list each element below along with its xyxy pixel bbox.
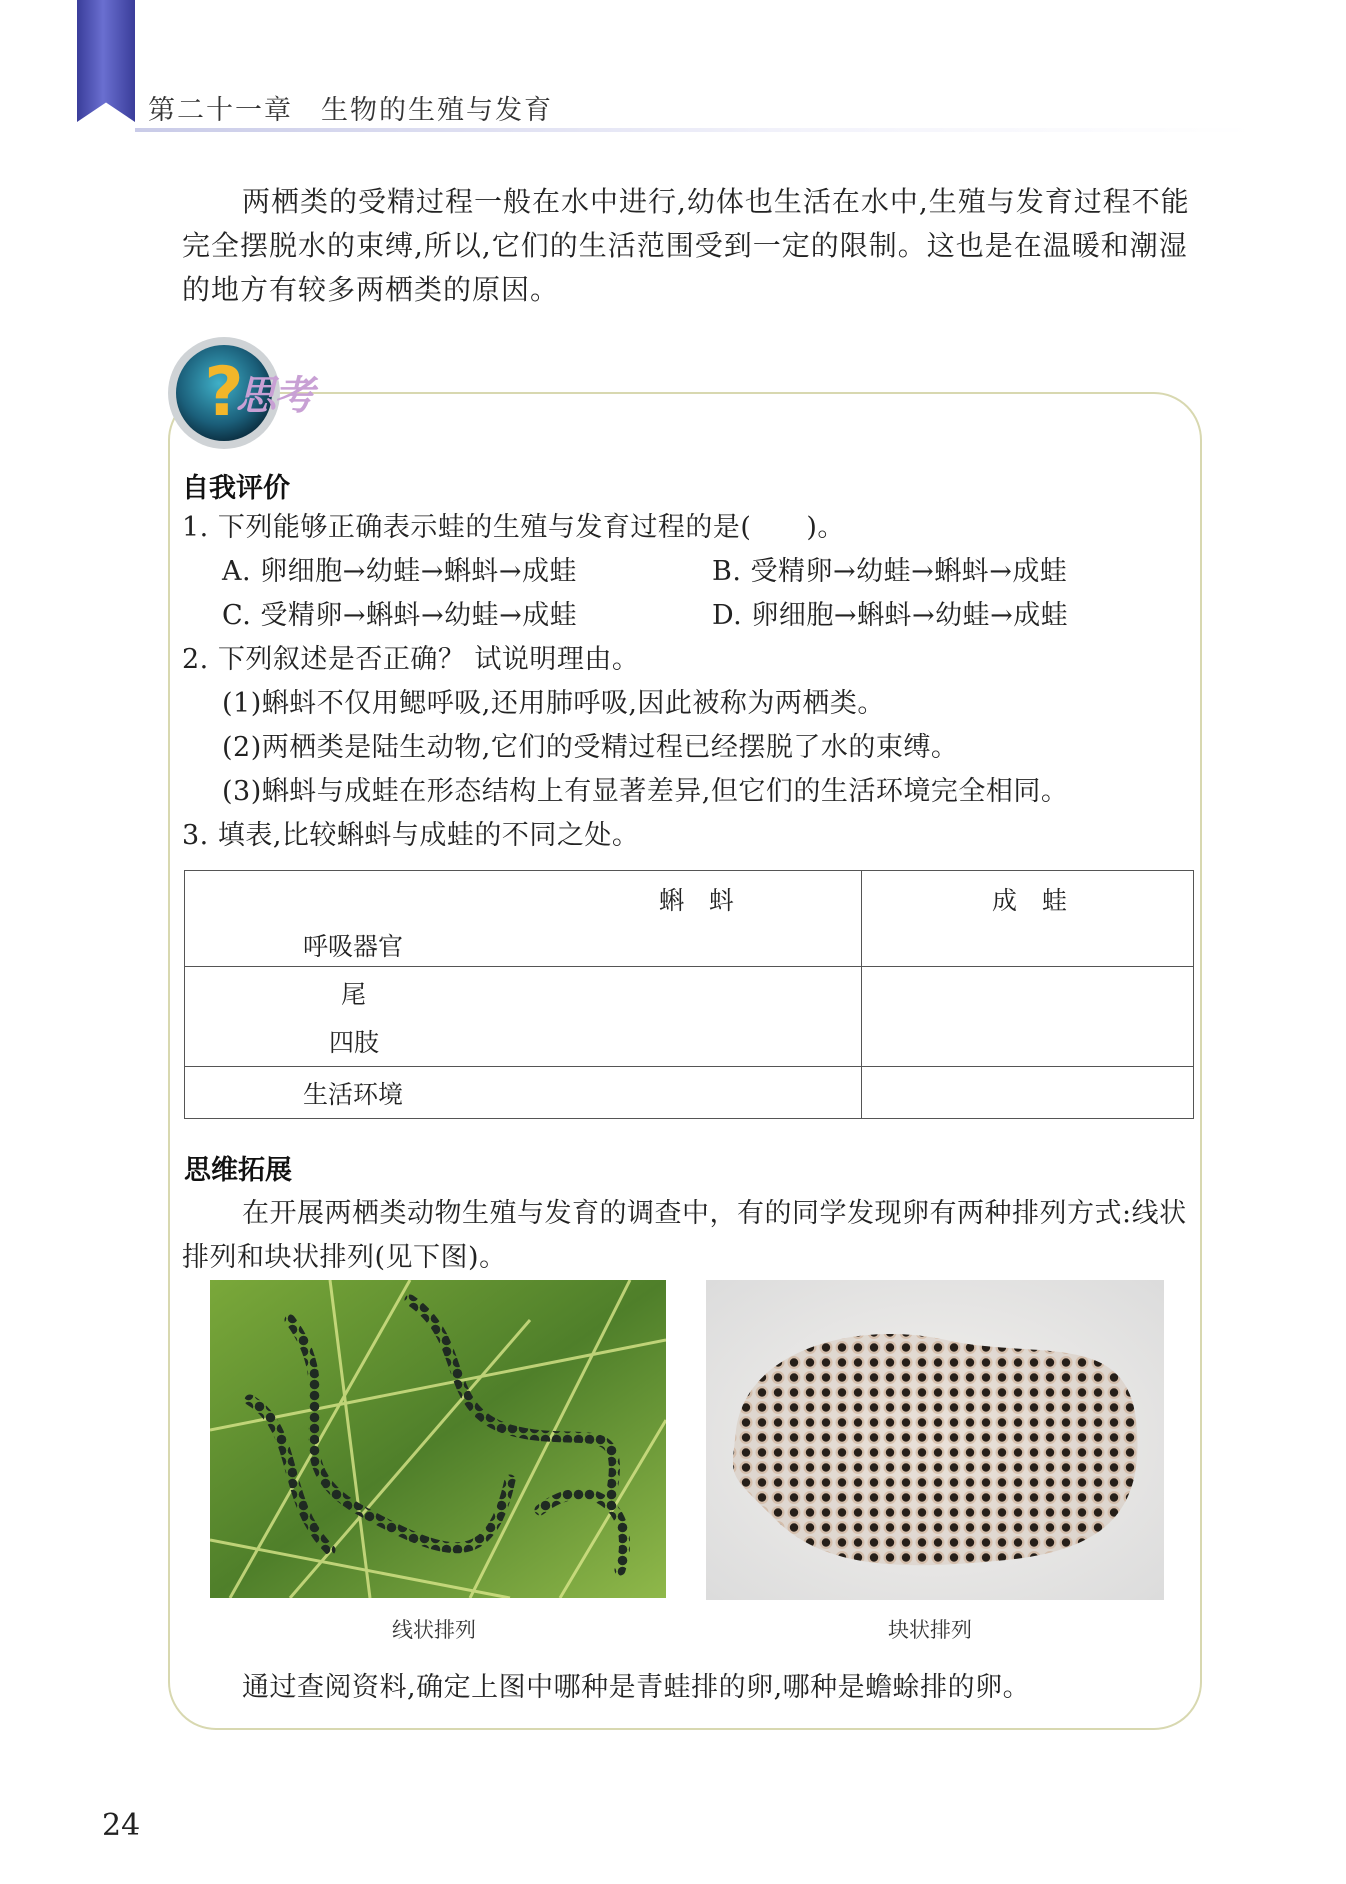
- chapter-rule: [135, 128, 1255, 132]
- think-title: 思考: [236, 373, 312, 419]
- q2-item-2: (2)两栖类是陆生动物,它们的受精过程已经摆脱了水的束缚。: [222, 732, 959, 763]
- row-label-limbs: 四肢: [329, 1028, 380, 1057]
- chapter-bookmark: [77, 0, 135, 122]
- comparison-table: [184, 870, 1194, 1119]
- extension-text: 在开展两栖类动物生殖与发育的调查中，有的同学发现卵有两种排列方式:线状排列和块状排列(见下图)。: [182, 1198, 1187, 1273]
- q2-item-1: (1)蝌蚪不仅用鳃呼吸,还用肺呼吸,因此被称为两栖类。: [222, 688, 885, 719]
- table-cell-habitat: [185, 1067, 862, 1119]
- intro-paragraph: 两栖类的受精过程一般在水中进行,幼体也生活在水中,生殖与发育过程不能完全摆脱水的束缚,所以,它们的生活范围受到一定的限制。这也是在温暖和潮湿的地方有较多两栖类的原因。: [182, 185, 1190, 306]
- table-cell-frog-header: [862, 871, 1194, 967]
- table-cell-tail-limbs: [185, 967, 862, 1067]
- column-header-tadpole: 蝌 蚪: [659, 886, 735, 915]
- q1-option-c: C. 受精卵→蝌蚪→幼蛙→成蛙: [222, 600, 578, 631]
- chapter-heading: [148, 88, 553, 127]
- table-cell-breathing: [185, 871, 862, 967]
- page-number: 24: [102, 1808, 141, 1843]
- q3-stem: 3. 填表,比较蝌蚪与成蛙的不同之处。: [182, 820, 640, 851]
- table-cell-empty: [862, 967, 1194, 1067]
- q1-option-a: A. 卵细胞→幼蛙→蝌蚪→成蛙: [222, 556, 578, 587]
- intro-text: [182, 180, 1192, 312]
- chapter-title: 生物的生殖与发育: [321, 95, 553, 126]
- question-glyph: ?: [204, 353, 244, 432]
- linear-eggs-photo: [210, 1280, 666, 1598]
- q2-stem: 2. 下列叙述是否正确？ 试说明理由。: [182, 644, 640, 675]
- q2-item-3: (3)蝌蚪与成蛙在形态结构上有显著差异,但它们的生活环境完全相同。: [222, 776, 1069, 807]
- chapter-number: 第二十一章: [148, 95, 293, 126]
- caption-cluster: 块状排列: [888, 1618, 972, 1642]
- q1-stem: 1. 下列能够正确表示蛙的生殖与发育过程的是( )。: [182, 512, 845, 543]
- row-label-tail: 尾: [341, 980, 367, 1009]
- column-header-frog: 成 蛙: [992, 886, 1068, 915]
- clustered-eggs-photo: [706, 1280, 1164, 1600]
- q1-option-d: D. 卵细胞→蝌蚪→幼蛙→成蛙: [712, 600, 1069, 631]
- q1-option-b: B. 受精卵→幼蛙→蝌蚪→成蛙: [712, 556, 1068, 587]
- self-eval-heading: 自我评价: [182, 473, 290, 504]
- row-label-habitat: 生活环境: [303, 1080, 404, 1109]
- row-label-breathing: 呼吸器官: [303, 932, 404, 961]
- table-cell-empty: [862, 1067, 1194, 1119]
- caption-linear: 线状排列: [392, 1618, 476, 1642]
- closing-question: 通过查阅资料,确定上图中哪种是青蛙排的卵,哪种是蟾蜍排的卵。: [242, 1672, 1031, 1703]
- extension-heading: 思维拓展: [184, 1155, 292, 1186]
